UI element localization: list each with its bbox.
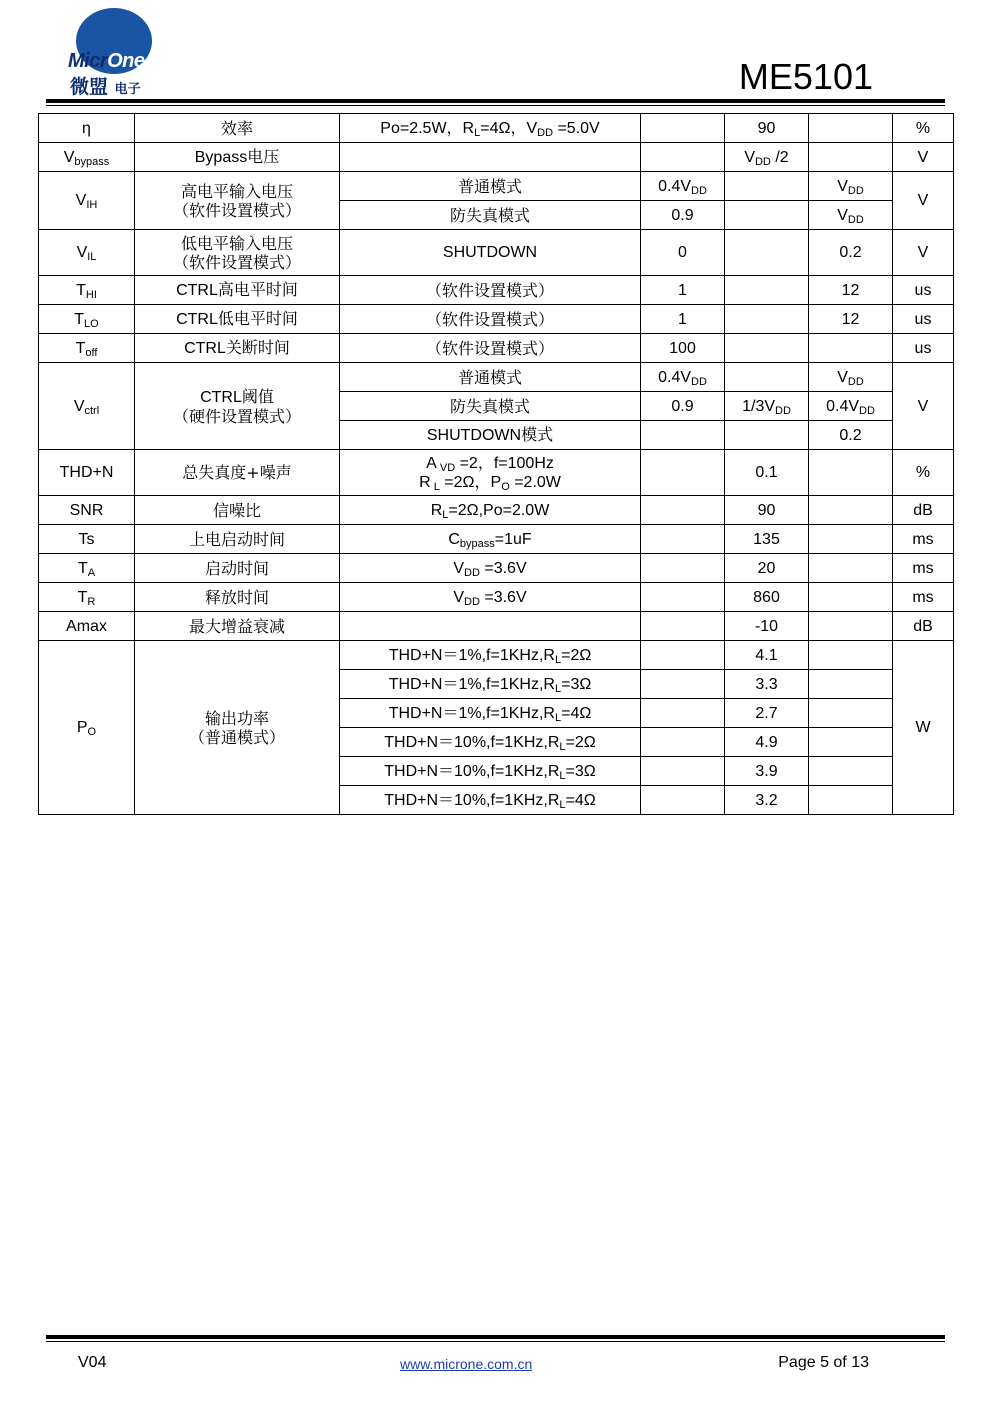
parameter-cell: CTRL高电平时间	[135, 276, 340, 305]
electrical-characteristics-table	[38, 113, 954, 815]
condition-cell: $THD+N=10\%,f=1KHz,R_L=3\Omega$	[340, 757, 641, 786]
condition-cell: （软件设置模式）	[340, 305, 641, 334]
max-cell	[809, 496, 893, 525]
condition-cell: A $_{VD}$ =2，f=100Hz R $_L$ =2Ω，$P_O =2.0W$	[340, 450, 641, 496]
symbol-cell: $V_{bypass}$	[39, 143, 135, 172]
unit-cell: %	[893, 450, 954, 496]
max-cell	[809, 114, 893, 143]
symbol-cell: $V_{IH}$	[39, 172, 135, 230]
parameter-cell: 输出功率 （普通模式）	[135, 641, 340, 815]
parameter-cell: 效率	[135, 114, 340, 143]
website-link[interactable]: www.microne.com.cn	[400, 1356, 533, 1372]
unit-cell: us	[893, 334, 954, 363]
max-cell: 0.2	[809, 230, 893, 276]
condition-cell: 普通模式	[340, 172, 641, 201]
parameter-cell: 总失真度+噪声	[135, 450, 340, 496]
table-row	[39, 276, 954, 305]
condition-cell: 普通模式	[340, 363, 641, 392]
symbol-cell: $P_O$	[39, 641, 135, 815]
typ-cell	[725, 363, 809, 392]
max-cell: $0.4V_{DD}$	[809, 392, 893, 421]
max-cell	[809, 728, 893, 757]
condition-cell: $V_{DD} =3.6V$	[340, 554, 641, 583]
unit-cell: dB	[893, 612, 954, 641]
typ-cell	[725, 421, 809, 450]
min-cell	[641, 612, 725, 641]
footer-rule-thick	[46, 1335, 945, 1339]
typ-cell: 3.9	[725, 757, 809, 786]
symbol-cell: SNR	[39, 496, 135, 525]
table-row	[39, 305, 954, 334]
min-cell: 1	[641, 276, 725, 305]
page-number: Page 5 of 13	[778, 1354, 869, 1371]
min-cell: $0.4V_{DD}$	[641, 172, 725, 201]
typ-cell: 90	[725, 496, 809, 525]
min-cell: 0.9	[641, 201, 725, 230]
table-row	[39, 612, 954, 641]
logo-wordmark: MicrOne	[68, 50, 145, 72]
min-cell: 1	[641, 305, 725, 334]
min-cell: 100	[641, 334, 725, 363]
table-row	[39, 641, 954, 670]
typ-cell: 135	[725, 525, 809, 554]
max-cell	[809, 525, 893, 554]
min-cell	[641, 421, 725, 450]
condition-cell: Po=2.5W，$R_L=4\Omega$，$V_{DD} =5.0V$	[340, 114, 641, 143]
symbol-cell: THD+N	[39, 450, 135, 496]
condition-cell: 防失真模式	[340, 392, 641, 421]
unit-cell: us	[893, 276, 954, 305]
condition-cell: （软件设置模式）	[340, 334, 641, 363]
max-cell: $V_{DD}$	[809, 201, 893, 230]
table-row	[39, 114, 954, 143]
typ-cell: 860	[725, 583, 809, 612]
min-cell: 0	[641, 230, 725, 276]
parameter-cell: 启动时间	[135, 554, 340, 583]
unit-cell: W	[893, 641, 954, 815]
symbol-cell: $V_{IL}$	[39, 230, 135, 276]
header-rule-thick	[46, 99, 945, 103]
table-row	[39, 334, 954, 363]
condition-cell: $THD+N=10\%,f=1KHz,R_L=2\Omega$	[340, 728, 641, 757]
typ-cell: 0.1	[725, 450, 809, 496]
condition-cell: $THD+N=1\%,f=1KHz,R_L=3\Omega$	[340, 670, 641, 699]
parameter-cell: 信噪比	[135, 496, 340, 525]
unit-cell: V	[893, 143, 954, 172]
max-cell	[809, 143, 893, 172]
parameter-cell: CTRL关断时间	[135, 334, 340, 363]
table-row	[39, 363, 954, 392]
typ-cell: 3.3	[725, 670, 809, 699]
symbol-cell: $T_{HI}$	[39, 276, 135, 305]
min-cell	[641, 143, 725, 172]
min-cell	[641, 450, 725, 496]
symbol-cell: Ts	[39, 525, 135, 554]
typ-cell: 3.2	[725, 786, 809, 815]
max-cell	[809, 641, 893, 670]
unit-cell: dB	[893, 496, 954, 525]
max-cell	[809, 583, 893, 612]
table-row	[39, 525, 954, 554]
max-cell: 0.2	[809, 421, 893, 450]
table-row	[39, 450, 954, 496]
min-cell: $0.4V_{DD}$	[641, 363, 725, 392]
min-cell	[641, 114, 725, 143]
typ-cell	[725, 230, 809, 276]
version-label: V04	[78, 1354, 107, 1371]
typ-cell: $1/3V_{DD}$	[725, 392, 809, 421]
min-cell	[641, 583, 725, 612]
symbol-cell: $V_{ctrl}$	[39, 363, 135, 450]
condition-cell	[340, 612, 641, 641]
symbol-cell: $T_R$	[39, 583, 135, 612]
parameter-cell: 高电平输入电压 （软件设置模式）	[135, 172, 340, 230]
table-row	[39, 143, 954, 172]
condition-cell	[340, 143, 641, 172]
min-cell	[641, 554, 725, 583]
condition-cell: $THD+N=1\%,f=1KHz,R_L=2\Omega$	[340, 641, 641, 670]
microne-logo	[66, 8, 162, 98]
max-cell: $V_{DD}$	[809, 172, 893, 201]
table-row	[39, 583, 954, 612]
condition-cell: $C_{bypass}=1uF$	[340, 525, 641, 554]
max-cell	[809, 334, 893, 363]
typ-cell: -10	[725, 612, 809, 641]
condition-cell: $THD+N=1\%,f=1KHz,R_L=4\Omega$	[340, 699, 641, 728]
min-cell	[641, 641, 725, 670]
typ-cell	[725, 201, 809, 230]
condition-cell: （软件设置模式）	[340, 276, 641, 305]
condition-cell: 防失真模式	[340, 201, 641, 230]
footer-rule-thin	[46, 1341, 945, 1342]
max-cell	[809, 450, 893, 496]
max-cell	[809, 699, 893, 728]
symbol-cell: $T_A$	[39, 554, 135, 583]
table-row	[39, 230, 954, 276]
unit-cell: ms	[893, 554, 954, 583]
max-cell	[809, 670, 893, 699]
typ-cell: 2.7	[725, 699, 809, 728]
parameter-cell: 低电平输入电压 （软件设置模式）	[135, 230, 340, 276]
max-cell: 12	[809, 276, 893, 305]
table-row	[39, 496, 954, 525]
document-title: ME5101	[738, 56, 873, 97]
typ-cell	[725, 276, 809, 305]
typ-cell	[725, 334, 809, 363]
condition-cell: $V_{DD} =3.6V$	[340, 583, 641, 612]
typ-cell	[725, 172, 809, 201]
unit-cell: V	[893, 172, 954, 230]
max-cell	[809, 554, 893, 583]
parameter-cell: CTRL阈值 （硬件设置模式）	[135, 363, 340, 450]
min-cell	[641, 728, 725, 757]
typ-cell: 4.9	[725, 728, 809, 757]
table-row	[39, 172, 954, 201]
header-rule-thin	[46, 105, 945, 106]
parameter-cell: Bypass电压	[135, 143, 340, 172]
min-cell	[641, 670, 725, 699]
typ-cell: 90	[725, 114, 809, 143]
max-cell	[809, 612, 893, 641]
min-cell: 0.9	[641, 392, 725, 421]
parameter-cell: 最大增益衰减	[135, 612, 340, 641]
symbol-cell: η	[39, 114, 135, 143]
condition-cell: SHUTDOWN	[340, 230, 641, 276]
condition-cell: $R_L=2\Omega,Po=2.0W$	[340, 496, 641, 525]
condition-cell: $THD+N=10\%,f=1KHz,R_L=4\Omega$	[340, 786, 641, 815]
logo-chinese-name: 微盟 电子	[70, 76, 141, 98]
symbol-cell: Amax	[39, 612, 135, 641]
symbol-cell: $T_{LO}$	[39, 305, 135, 334]
unit-cell: us	[893, 305, 954, 334]
unit-cell: %	[893, 114, 954, 143]
min-cell	[641, 786, 725, 815]
min-cell	[641, 699, 725, 728]
parameter-cell: CTRL低电平时间	[135, 305, 340, 334]
max-cell: $V_{DD}$	[809, 363, 893, 392]
typ-cell: $V_{DD}$ /2	[725, 143, 809, 172]
min-cell	[641, 525, 725, 554]
typ-cell	[725, 305, 809, 334]
unit-cell: V	[893, 230, 954, 276]
max-cell	[809, 786, 893, 815]
parameter-cell: 上电启动时间	[135, 525, 340, 554]
min-cell	[641, 757, 725, 786]
min-cell	[641, 496, 725, 525]
parameter-cell: 释放时间	[135, 583, 340, 612]
max-cell: 12	[809, 305, 893, 334]
symbol-cell: $T_{off}$	[39, 334, 135, 363]
condition-cell: SHUTDOWN模式	[340, 421, 641, 450]
unit-cell: ms	[893, 583, 954, 612]
table-row	[39, 554, 954, 583]
unit-cell: V	[893, 363, 954, 450]
typ-cell: 4.1	[725, 641, 809, 670]
unit-cell: ms	[893, 525, 954, 554]
typ-cell: 20	[725, 554, 809, 583]
max-cell	[809, 757, 893, 786]
